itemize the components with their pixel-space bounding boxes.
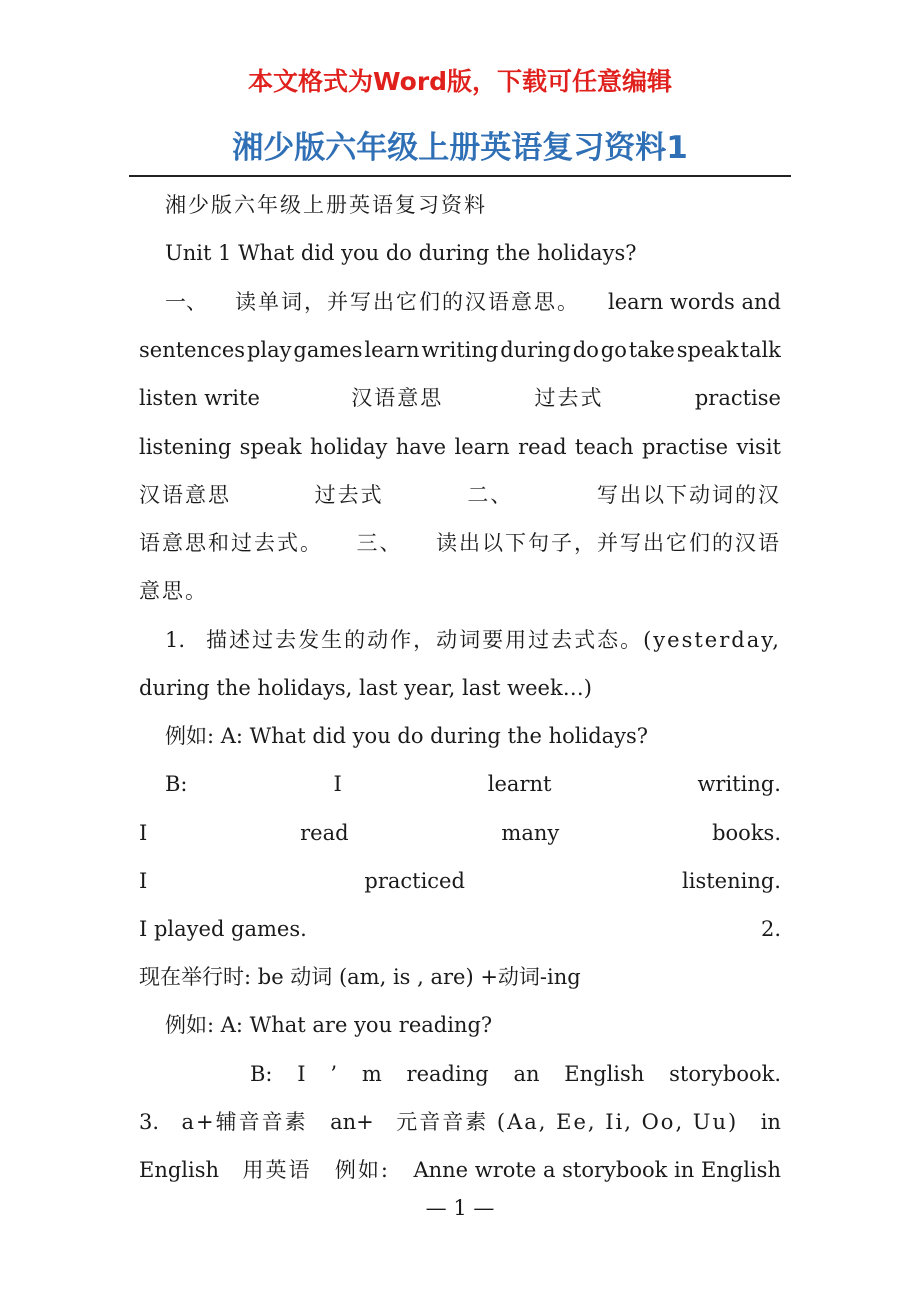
text-line-7: 汉语意思 过去式 二、 写出以下动词的汉 (139, 483, 781, 507)
rule-1-continued: during the holidays, last year, last week…) (139, 676, 592, 700)
text-line-9: 意思。 (139, 579, 208, 603)
text-line-3: 一、 读单词，并写出它们的汉语意思。 learn words and (165, 290, 781, 314)
page-number: — 1 — (425, 1196, 495, 1220)
rule-3-line: 3. a+辅音音素 an+ 元音音素 (Aa, Ee, Ii, Oo, Uu) in (139, 1110, 781, 1134)
text-line-5: listen write 汉语意思 过去式 practise (139, 386, 781, 410)
document-title: 湘少版六年级上册英语复习资料1 (232, 130, 688, 166)
example-question-2: 例如: A: What are you reading? (165, 1013, 493, 1037)
example-answer-1: B: I learnt writing. (165, 772, 781, 796)
example-answer-4: I played games. 2. (139, 917, 781, 941)
text-line-4: sentences play games learn writing during do go take speak talk (139, 338, 781, 362)
rule-1-line: 1. 描述过去发生的动作，动词要用过去式态。(yesterday, (165, 628, 781, 652)
rule-2-line: 现在举行时: be 动词 (am, is , are) +动词-ing (139, 965, 581, 989)
text-line-6: listening speak holiday have learn read teach practise visit (139, 435, 781, 459)
unit-heading: Unit 1 What did you do during the holidays? (165, 241, 637, 265)
title-rule (129, 175, 791, 177)
example-answer-5: B: I ’ m reading an English storybook. (250, 1062, 781, 1086)
rule-3-example: English 用英语 例如: Anne wrote a storybook in English (139, 1158, 781, 1182)
subtitle-line: 湘少版六年级上册英语复习资料 (165, 193, 487, 217)
example-question-1: 例如: A: What did you do during the holidays? (165, 724, 649, 748)
download-banner: 本文格式为Word版，下载可任意编辑 (247, 67, 673, 96)
text-line-8: 语意思和过去式。 三、 读出以下句子，并写出它们的汉语 (139, 531, 781, 555)
example-answer-3: I practiced listening. (139, 869, 781, 893)
example-answer-2: I read many books. (139, 821, 781, 845)
